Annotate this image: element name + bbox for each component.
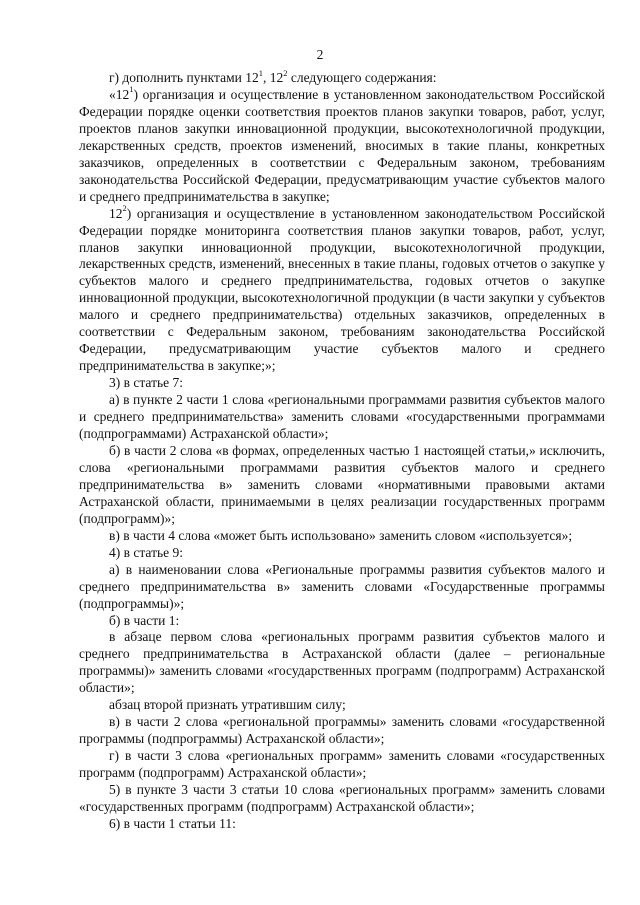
paragraph — [79, 67, 605, 87]
paragraph — [79, 613, 605, 630]
paragraph-text: следующего содержания: — [287, 70, 437, 85]
paragraph-text: б) в части 2 слова «в формах, определенных частью 1 настоящей статьи,» исключить, слова «региональными программами развития субъектов малого и среднего предпринимательства в» заменить словами «нормативными правовыми актами Астраханской области, принимаемыми в целях реализации государственных программ (подпрограмм)»; — [79, 442, 605, 526]
paragraph — [79, 816, 605, 833]
paragraph-text: ) организация и осуществление в установленном законодательством Российской Федерации порядке мониторинга соответствия планов закупки товаров, работ, услуг, планов закупки инновационной продукции, высокотехнологичной продукции, лекарственных средств, изменений, внесенных в такие планы, годовых отчетов о закупке у субъектов малого и среднего предпринимательства, годовых отчетов о закупке инновационной продукции, высокотехнологичной продукции (в части закупки у субъектов малого и среднего предпринимательства) отдельных заказчиков, определенных в соответствии с Федеральным законом, требованиям законодательства Российской Федерации, предусматривающим участие субъектов малого и среднего предпринимательства в закупке;»; — [79, 205, 605, 374]
paragraph-text: г) в части 3 слова «региональных программ» заменить словами «государственных программ (подпрограмм) Астраханской области»; — [79, 748, 605, 781]
page-number: 2 — [316, 47, 324, 62]
paragraph — [79, 562, 605, 613]
document-body — [79, 67, 605, 833]
superscript-text: 2 — [283, 67, 288, 78]
paragraph-text: абзац второй признать утратившим силу; — [109, 697, 346, 713]
paragraph — [79, 443, 605, 528]
paragraph-text: , 12 — [262, 70, 284, 85]
paragraph-text: 5) в пункте 3 части 3 статьи 10 слова «региональных программ» заменить словами «государственных программ (подпрограмм) Астраханской области»; — [79, 782, 605, 814]
paragraph — [79, 697, 605, 714]
paragraph — [79, 203, 605, 376]
superscript-text: 1 — [258, 67, 263, 78]
paragraph-text: 12 — [109, 205, 123, 221]
paragraph-text: в абзаце первом слова «региональных программ развития субъектов малого и среднего предпринимательства в Астраханской области (далее – региональные программы)» заменить словами «государственных программ (подпрограмм) Астраханской области»; — [79, 629, 605, 696]
superscript-text: 2 — [122, 203, 127, 214]
paragraph — [79, 714, 605, 748]
paragraph-text: 6) в части 1 статьи 11: — [109, 815, 236, 831]
paragraph — [79, 375, 605, 392]
paragraph — [79, 748, 605, 782]
paragraph-text: «12 — [109, 86, 130, 102]
paragraph-text: 4) в статье 9: — [109, 544, 183, 560]
paragraph — [79, 528, 605, 545]
paragraph-text: г) дополнить пунктами 12 — [109, 70, 259, 85]
paragraph-text: в) в части 4 слова «может быть использовано» заменить словом «используется»; — [109, 527, 573, 543]
paragraph — [79, 84, 605, 206]
paragraph — [79, 392, 605, 443]
paragraph-text: а) в пункте 2 части 1 слова «региональными программами развития субъектов малого и среднего предпринимательства» заменить словами «государственными программами (подпрограммами) Астраханской области»; — [79, 392, 605, 442]
paragraph-text: б) в части 1: — [109, 612, 180, 628]
paragraph — [79, 545, 605, 562]
paragraph-text: ) организация и осуществление в установленном законодательством Российской Федерации порядке оценки соответствия проектов планов закупки товаров, работ, услуг, проектов планов закупки инновационной продукции, высокотехнологичной продукции, лекарственных средств, проектов изменений, вносимых в такие планы, конкретных заказчиков, определенных в соответствии с Федеральным законом, требованиям законодательства Российской Федерации, предусматривающим участие субъектов малого и среднего предпринимательства в закупке; — [79, 86, 605, 204]
paragraph-text: 3) в статье 7: — [109, 375, 183, 391]
paragraph — [79, 629, 605, 697]
paragraph-text: в) в части 2 слова «региональной программы» заменить словами «государственной программы (подпрограммы) Астраханской области»; — [79, 714, 605, 747]
superscript-text: 1 — [129, 84, 134, 95]
paragraph-text: а) в наименовании слова «Региональные программы развития субъектов малого и среднего предпринимательства в» заменить словами «Государственные программы (подпрограммы)»; — [79, 561, 605, 611]
paragraph — [79, 782, 605, 816]
